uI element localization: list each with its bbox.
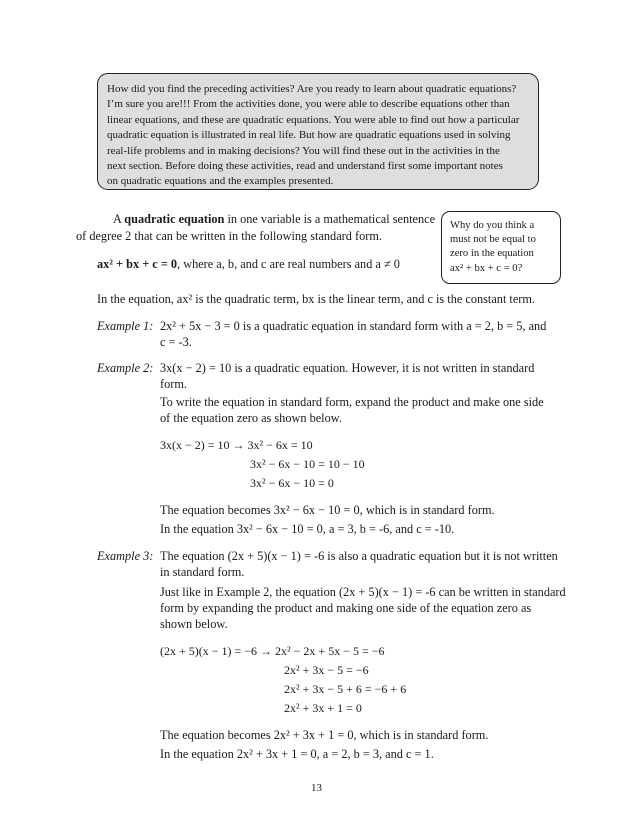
example-2-step: 3x(x − 2) = 10 → 3x² − 6x = 10 [160,438,313,452]
example-3-coefficients: In the equation 2x² + 3x + 1 = 0, a = 2, b = 3, and c = 1. [160,747,434,761]
standard-form-line [97,256,400,272]
defined-term: quadratic equation [124,212,225,226]
standard-form-condition: , where a, b, and c are real numbers and a ≠ 0 [177,257,400,271]
example-1-line: c = -3. [160,335,192,349]
page-number: 13 [311,782,322,794]
example-3-line: Just like in Example 2, the equation (2x + 5)(x − 1) = -6 can be written in standard [160,585,566,599]
example-2-label: Example 2: [97,361,154,375]
example-2-coefficients: In the equation 3x² − 6x − 10 = 0, a = 3, b = -6, and c = -10. [160,522,455,536]
example-2-step: 3x² − 6x − 10 = 0 [250,476,334,490]
example-1-label: Example 1: [97,319,154,333]
side-note-box [441,211,561,284]
example-3-line: form by expanding the product and making one side of the equation zero as [160,601,532,615]
example-3-step: 2x² + 3x − 5 = −6 [284,663,369,677]
example-3-label: Example 3: [97,549,154,563]
example-1-line: 2x² + 5x − 3 = 0 is a quadratic equation in standard form with a = 2, b = 5, and [160,319,547,333]
note-line: zero in the equation [450,248,534,260]
definition-line-1: A quadratic equation in one variable is a mathematical sentence [113,212,436,226]
intro-line: real-life problems and in making decisions? You will find these out in the activities in the [107,144,500,157]
note-line: must not be equal to [450,234,536,246]
standard-form: ax² + bx + c = 0 [97,257,178,271]
example-2-line: 3x(x − 2) = 10 is a quadratic equation. However, it is not written in standard [160,361,535,375]
intro-line: linear equations, and these are quadratic equations. You were able to find out how a particular [107,113,520,126]
intro-line: How did you find the preceding activities? Are you ready to learn about quadratic equations? [107,83,517,95]
example-3-line: The equation (2x + 5)(x − 1) = -6 is also a quadratic equation but it is not written [160,549,558,563]
example-3-step: 2x² + 3x − 5 + 6 = −6 + 6 [284,682,407,696]
note-line: ax² + bx + c = 0? [450,262,523,274]
example-3-result: The equation becomes 2x² + 3x + 1 = 0, which is in standard form. [160,728,489,742]
example-2-line: To write the equation in standard form, expand the product and make one side [160,395,544,409]
example-2-result: The equation becomes 3x² − 6x − 10 = 0, which is in standard form. [160,503,495,517]
example-2-step: 3x² − 6x − 10 = 10 − 10 [250,457,365,471]
intro-box [97,73,539,190]
note-line: Why do you think a [450,220,535,231]
example-2-line: of the equation zero as shown below. [160,411,342,425]
definition-line-2: of degree 2 that can be written in the following standard form. [76,229,382,243]
terms-line: In the equation, ax² is the quadratic term, bx is the linear term, and c is the constant term. [97,292,536,306]
intro-line: quadratic equation is illustrated in real life. But how are quadratic equations used in solving [107,129,511,142]
example-3-step: 2x² + 3x + 1 = 0 [284,701,362,715]
example-3-line: shown below. [160,617,228,631]
intro-line: I’m sure you are!!! From the activities done, you were able to describe equations other than [107,98,510,111]
example-2-line: form. [160,377,187,391]
example-3-line: in standard form. [160,565,245,579]
intro-line: on quadratic equations and the examples presented. [107,175,334,188]
example-3-step: (2x + 5)(x − 1) = −6 → 2x² − 2x + 5x − 5 = −6 [160,644,385,658]
intro-line: next section. Before doing these activities, read and understand first some important notes [107,160,503,173]
